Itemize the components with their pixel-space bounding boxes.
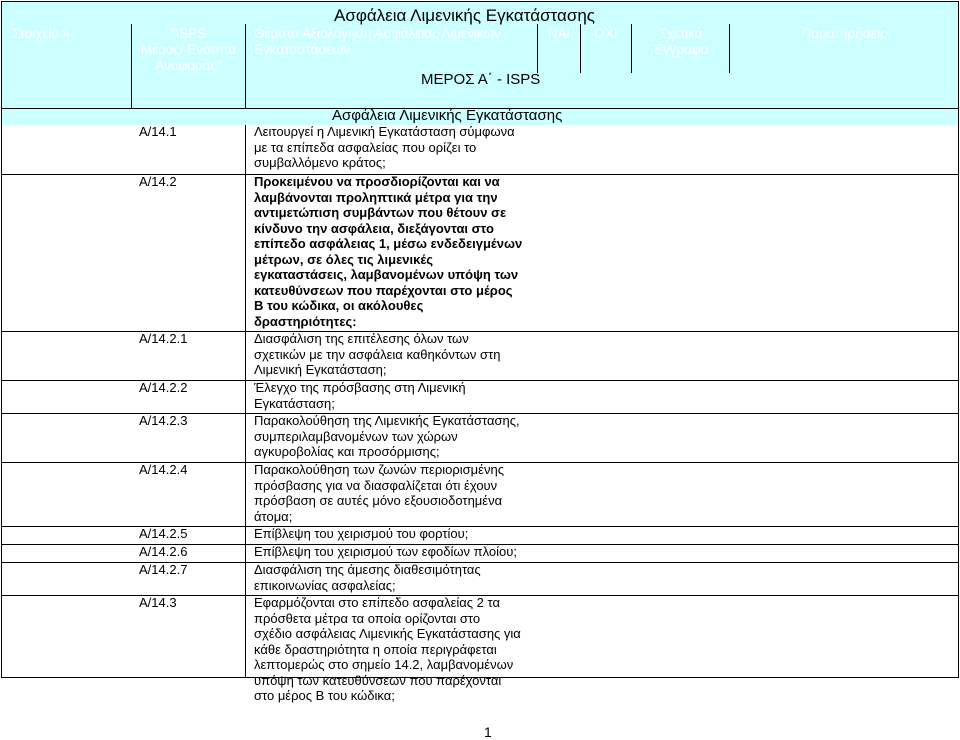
row-text-line: Εγκατάσταση; xyxy=(254,395,335,411)
row-text-line: συμπεριλαμβανομένων των χώρων xyxy=(254,428,458,444)
row-text-line: κατευθύνσεων που παρέχονται στο μέρος xyxy=(254,282,513,298)
row-text-line: Διασφάλιση της άμεσης διαθεσιμότητας xyxy=(254,562,481,577)
table-body xyxy=(1,124,959,703)
row-text-line: Λιμενική Εγκατάσταση; xyxy=(254,362,387,377)
row-text-line: στο μέρος Β του κώδικα; xyxy=(254,688,395,703)
table-row xyxy=(2,562,958,596)
row-text-line: Διασφάλιση της επιτέλεσης όλων των xyxy=(254,331,469,346)
row-text-line: συμβαλλόμενο κράτος; xyxy=(254,155,386,170)
row-text-line: Παρακολούθηση της Λιμενικής Εγκατάστασης, xyxy=(254,413,520,428)
table-row xyxy=(2,125,958,174)
row-text-line: με τα επίπεδα ασφαλείας που ορίζει το xyxy=(254,139,477,155)
page-number: 1 xyxy=(484,724,492,740)
row-text xyxy=(254,544,544,560)
row-text xyxy=(254,413,544,460)
col-header-topics: Θέματα Αξιολόγηση Ασφάλειας Λιμενικών Εγκαταστάσεων xyxy=(254,26,501,57)
row-text-line: άτομα; xyxy=(254,508,293,524)
row-text-line: σχέδιο ασφάλειας Λιμενικής Εγκατάστασης για xyxy=(254,626,521,641)
row-text-line: Επίβλεψη του χειρισμού του φορτίου; xyxy=(254,526,469,541)
row-text-line: επικοινωνίας ασφαλείας; xyxy=(254,577,396,593)
row-text xyxy=(254,380,544,411)
row-code: Α/14.2.2 xyxy=(139,380,188,395)
col-header-docs: Σχετικά Έγγραφα xyxy=(652,26,709,57)
row-text-line: Προκειμένου να προσδιορίζονται και να xyxy=(254,174,500,189)
row-text-line: δραστηριότητες: xyxy=(254,313,357,329)
table-row xyxy=(2,595,958,707)
row-text xyxy=(254,526,544,542)
row-text-line: Λειτουργεί η Λιμενική Εγκατάσταση σύμφωνα xyxy=(254,124,515,139)
row-text xyxy=(254,124,544,171)
section-title: Ασφάλεια Λιμενικής Εγκατάστασης xyxy=(1,109,959,125)
row-text-line: μέτρων, σε όλες τις λιμενικές xyxy=(254,251,433,267)
table-row xyxy=(2,526,958,545)
row-text xyxy=(254,595,544,704)
row-text-line: Επίβλεψη του χειρισμού των εφοδίων πλοίου; xyxy=(254,544,517,559)
row-text-line: Έλεγχο της πρόσβασης στη Λιμενική xyxy=(254,380,466,395)
row-code: Α/14.1 xyxy=(139,124,177,139)
row-text-line: αντιμετώπιση συμβάντων που θέτουν σε xyxy=(254,205,507,220)
row-code: Α/14.3 xyxy=(139,595,177,610)
row-text-line: Εφαρμόζονται στο επίπεδο ασφαλείας 2 τα xyxy=(254,595,500,610)
row-text-line: πρόσβασης για να διασφαλίζεται ότι έχουν xyxy=(254,477,498,493)
table-row xyxy=(2,462,958,527)
part-label: ΜΕΡΟΣ Α΄ - ISPS xyxy=(421,71,541,88)
row-text-line: εγκαταστάσεις, λαμβανομένων υπόψη των xyxy=(254,267,519,282)
main-title: Ασφάλεια Λιμενικής Εγκατάστασης xyxy=(334,6,596,25)
table-row xyxy=(2,380,958,414)
row-code: Α/14.2 xyxy=(139,174,177,189)
row-text xyxy=(254,331,544,378)
row-text-line: σχετικών με την ασφάλεια καθηκόντων στη xyxy=(254,346,501,362)
table-row xyxy=(2,174,958,332)
col-header-element: Στοιχείο # xyxy=(12,26,71,41)
row-text-line: αγκυροβολίας και προσόρμισης; xyxy=(254,444,440,459)
col-header-isps: "ISPS Μέρος/ Ενότητα Αναφοράς" xyxy=(140,26,237,73)
row-text-line: υπόψη των κατευθύνσεων που παρέχονται xyxy=(254,672,502,688)
row-text-line: κάθε δραστηριότητα η οποία περιγράφεται xyxy=(254,641,497,657)
row-text-line: πρόσβαση σε αυτές μόνο εξουσιοδοτημένα xyxy=(254,493,503,508)
row-code: Α/14.2.3 xyxy=(139,413,188,428)
row-text xyxy=(254,562,544,593)
col-header-notes: Παρατηρήσεις xyxy=(801,26,887,41)
row-text-line: επίπεδο ασφάλειας 1, μέσω ενδεδειγμένων xyxy=(254,236,523,251)
row-text-line: λαμβάνονται προληπτικά μέτρα για την xyxy=(254,189,498,205)
row-text-line: πρόσθετα μέτρα τα οποία ορίζονται στο xyxy=(254,610,481,626)
row-text xyxy=(254,462,544,524)
row-text-line: Παρακολούθηση των ζωνών περιορισμένης xyxy=(254,462,504,477)
row-code: Α/14.2.7 xyxy=(139,562,188,577)
row-text-line: λεπτομερώς στο σημείο 14.2, λαμβανομένων xyxy=(254,657,514,672)
row-code: Α/14.2.4 xyxy=(139,462,188,477)
col-header-yes: ΝΑΙ xyxy=(547,26,571,41)
row-text xyxy=(254,174,544,329)
table-row xyxy=(2,544,958,563)
row-text-line: κίνδυνο την ασφάλεια, διεξάγονται στο xyxy=(254,220,494,236)
row-code: Α/14.2.5 xyxy=(139,526,188,541)
col-header-no: ΟΧΙ xyxy=(594,26,618,41)
table-row xyxy=(2,331,958,381)
table-row xyxy=(2,413,958,463)
table-header xyxy=(1,1,959,109)
row-code: Α/14.2.6 xyxy=(139,544,188,559)
row-text-line: Β του κώδικα, οι ακόλουθες xyxy=(254,298,424,313)
row-code: Α/14.2.1 xyxy=(139,331,188,346)
